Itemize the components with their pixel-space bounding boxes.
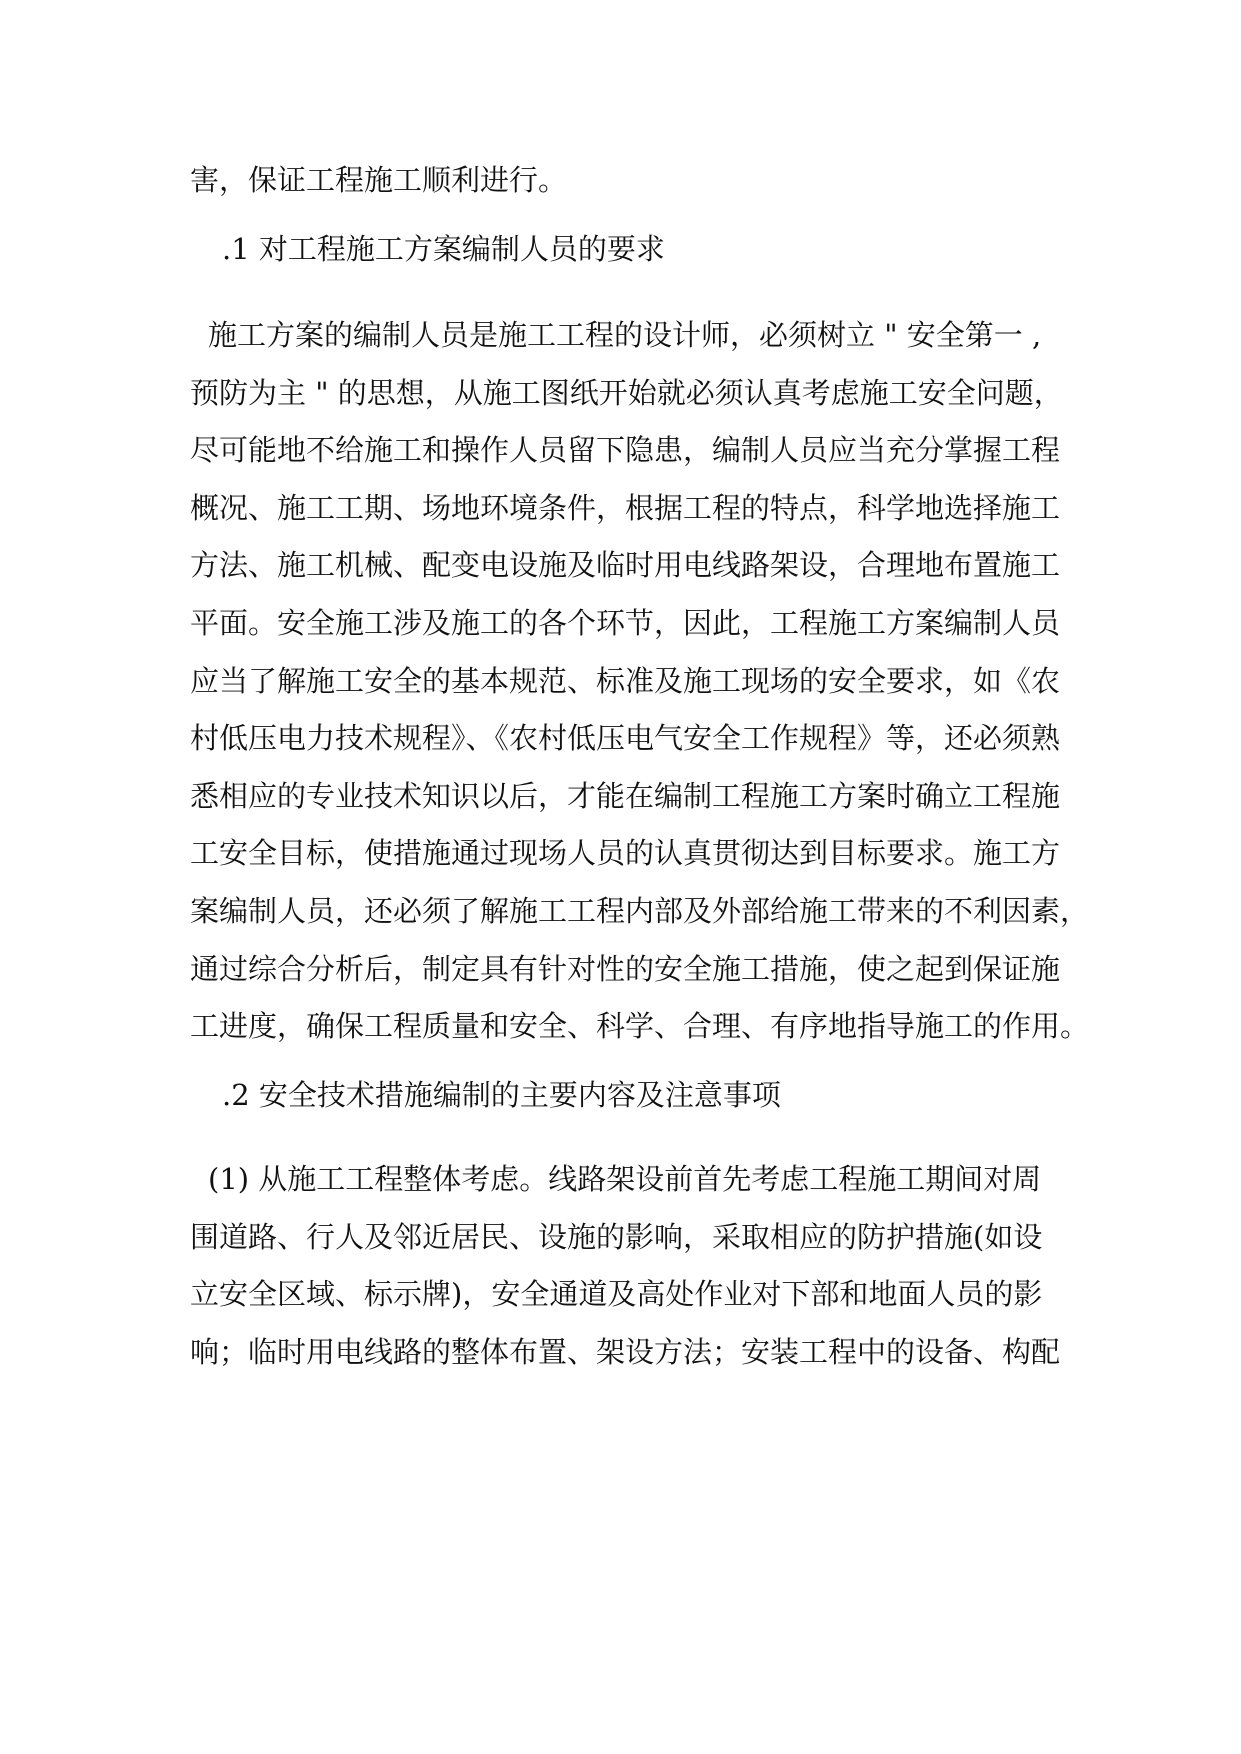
body-line: 预防为主 " 的思想，从施工图纸开始就必须认真考虑施工安全问题，: [190, 376, 1063, 410]
body-line: 尽可能地不给施工和操作人员留下隐患，编制人员应当充分掌握工程: [190, 433, 1061, 467]
list-item-line: 立安全区域、标示牌)，安全通道及高处作业对下部和地面人员的影: [190, 1277, 1043, 1311]
paragraph-continuation-line: 害，保证工程施工顺利进行。: [190, 163, 568, 197]
body-line: 方法、施工机械、配变电设施及临时用电线路架设，合理地布置施工: [190, 548, 1061, 582]
body-line: 概况、施工工期、场地环境条件，根据工程的特点，科学地选择施工: [190, 491, 1061, 525]
section-heading-2: .2 安全技术措施编制的主要内容及注意事项: [222, 1078, 781, 1112]
list-item-line: 围道路、行人及邻近居民、设施的影响，采取相应的防护措施(如设: [190, 1220, 1043, 1254]
body-line: 工安全目标，使措施通过现场人员的认真贯彻达到目标要求。施工方: [190, 836, 1061, 870]
body-line: 村低压电力技术规程》、《农村低压电气安全工作规程》等，还必须熟: [190, 721, 1061, 755]
list-item-line: (1) 从施工工程整体考虑。线路架设前首先考虑工程施工期间对周: [208, 1162, 1042, 1196]
body-line: 应当了解施工安全的基本规范、标准及施工现场的安全要求，如《农: [190, 664, 1061, 698]
body-line: 通过综合分析后，制定具有针对性的安全施工措施，使之起到保证施: [190, 952, 1061, 986]
body-line: 案编制人员，还必须了解施工工程内部及外部给施工带来的不利因素，: [190, 894, 1090, 928]
body-line: 施工方案的编制人员是施工工程的设计师，必须树立 " 安全第一 ,: [208, 318, 1042, 352]
body-line: 悉相应的专业技术知识以后，才能在编制工程施工方案时确立工程施: [190, 779, 1061, 813]
section-heading-1: .1 对工程施工方案编制人员的要求: [222, 232, 665, 266]
list-item-line: 响；临时用电线路的整体布置、架设方法；安装工程中的设备、构配: [190, 1335, 1061, 1369]
body-line: 工进度，确保工程质量和安全、科学、合理、有序地指导施工的作用。: [190, 1009, 1090, 1043]
body-line: 平面。安全施工涉及施工的各个环节，因此，工程施工方案编制人员: [190, 606, 1061, 640]
